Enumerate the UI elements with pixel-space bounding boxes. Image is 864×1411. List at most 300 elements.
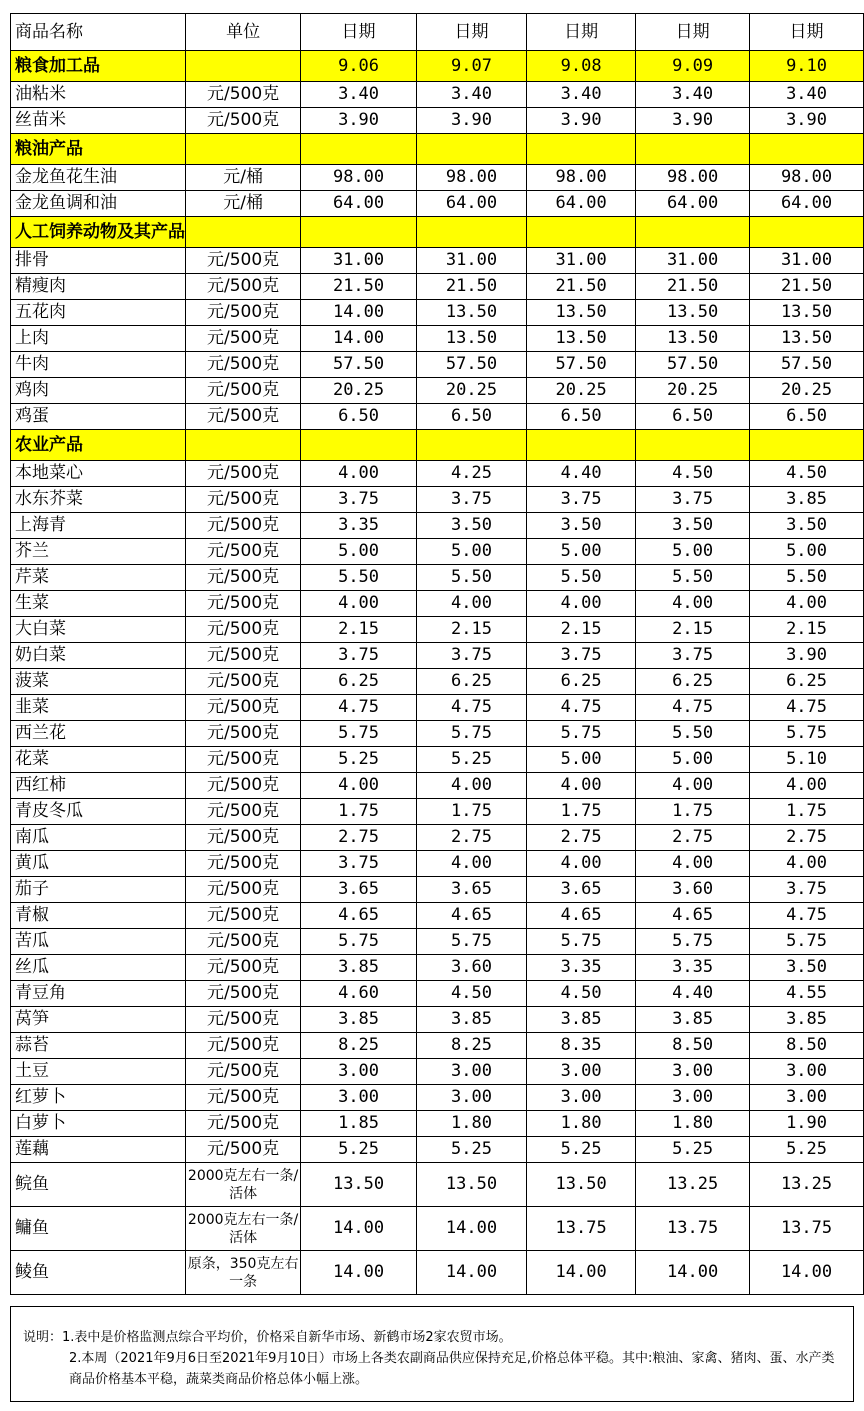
product-name: 本地菜心	[11, 461, 186, 487]
product-name: 莲藕	[11, 1137, 186, 1163]
price-cell: 3.40	[301, 82, 417, 108]
product-name: 蒜苔	[11, 1033, 186, 1059]
price-cell: 5.25	[301, 747, 417, 773]
price-cell: 3.85	[750, 487, 864, 513]
price-cell: 64.00	[416, 191, 526, 217]
unit-cell: 元/500克	[186, 1059, 301, 1085]
product-name: 金龙鱼花生油	[11, 165, 186, 191]
price-cell: 5.25	[416, 1137, 526, 1163]
price-cell	[750, 217, 864, 248]
price-cell	[416, 430, 526, 461]
table-row	[11, 191, 864, 217]
price-cell: 3.85	[301, 1007, 417, 1033]
price-cell	[636, 134, 750, 165]
price-cell: 1.80	[416, 1111, 526, 1137]
price-cell	[636, 217, 750, 248]
price-cell: 4.00	[750, 591, 864, 617]
price-cell	[750, 134, 864, 165]
product-name: 黄瓜	[11, 851, 186, 877]
table-row	[11, 643, 864, 669]
product-name: 人工饲养动物及其产品	[11, 217, 186, 248]
table-row	[11, 539, 864, 565]
price-cell: 3.90	[301, 108, 417, 134]
table-row	[11, 929, 864, 955]
price-cell: 3.65	[301, 877, 417, 903]
header-date: 日期	[527, 14, 636, 51]
price-cell: 3.50	[636, 513, 750, 539]
table-row	[11, 773, 864, 799]
unit-cell: 元/500克	[186, 643, 301, 669]
unit-cell: 原条，350克左右一条	[186, 1251, 301, 1295]
price-cell: 57.50	[416, 352, 526, 378]
price-cell: 6.25	[416, 669, 526, 695]
price-cell: 3.75	[636, 643, 750, 669]
unit-cell: 元/500克	[186, 1085, 301, 1111]
product-name: 西红柿	[11, 773, 186, 799]
price-cell: 3.50	[416, 513, 526, 539]
product-name: 金龙鱼调和油	[11, 191, 186, 217]
price-cell: 64.00	[301, 191, 417, 217]
price-cell: 14.00	[301, 326, 417, 352]
price-cell: 5.50	[301, 565, 417, 591]
unit-cell	[186, 217, 301, 248]
price-cell: 3.40	[750, 82, 864, 108]
price-cell: 20.25	[416, 378, 526, 404]
price-cell: 5.00	[636, 539, 750, 565]
price-cell: 1.75	[750, 799, 864, 825]
table-row	[11, 851, 864, 877]
price-cell: 31.00	[301, 248, 417, 274]
price-cell: 4.50	[750, 461, 864, 487]
product-name: 青椒	[11, 903, 186, 929]
price-cell: 3.75	[750, 877, 864, 903]
table-row	[11, 903, 864, 929]
table-row	[11, 617, 864, 643]
price-cell	[527, 134, 636, 165]
unit-cell: 元/桶	[186, 165, 301, 191]
table-row	[11, 461, 864, 487]
price-cell: 6.25	[301, 669, 417, 695]
unit-cell: 元/500克	[186, 1111, 301, 1137]
price-cell: 21.50	[527, 274, 636, 300]
price-cell: 8.25	[301, 1033, 417, 1059]
product-name: 鸡肉	[11, 378, 186, 404]
price-cell: 5.75	[750, 929, 864, 955]
price-cell: 3.00	[416, 1059, 526, 1085]
price-cell: 5.25	[636, 1137, 750, 1163]
unit-cell: 2000克左右一条/活体	[186, 1163, 301, 1207]
price-cell: 3.90	[416, 108, 526, 134]
price-cell: 4.40	[527, 461, 636, 487]
price-cell: 4.75	[416, 695, 526, 721]
price-cell	[301, 134, 417, 165]
price-cell: 4.00	[416, 591, 526, 617]
product-name: 白萝卜	[11, 1111, 186, 1137]
table-row	[11, 1111, 864, 1137]
price-cell: 8.35	[527, 1033, 636, 1059]
price-cell: 13.50	[416, 326, 526, 352]
unit-cell: 元/500克	[186, 825, 301, 851]
unit-cell: 元/500克	[186, 669, 301, 695]
product-name: 青豆角	[11, 981, 186, 1007]
price-cell: 13.50	[301, 1163, 417, 1207]
price-cell: 3.35	[301, 513, 417, 539]
price-cell: 6.25	[750, 669, 864, 695]
unit-cell: 元/500克	[186, 903, 301, 929]
price-cell: 4.55	[750, 981, 864, 1007]
table-row	[11, 747, 864, 773]
price-cell: 13.75	[750, 1207, 864, 1251]
unit-cell: 元/500克	[186, 981, 301, 1007]
price-cell: 4.00	[527, 851, 636, 877]
unit-cell: 元/500克	[186, 300, 301, 326]
price-cell: 13.50	[750, 326, 864, 352]
product-name: 韭菜	[11, 695, 186, 721]
price-cell: 4.00	[527, 773, 636, 799]
header-unit: 单位	[186, 14, 301, 51]
price-cell: 3.50	[750, 955, 864, 981]
price-cell: 5.00	[527, 747, 636, 773]
price-cell: 98.00	[527, 165, 636, 191]
unit-cell: 元/500克	[186, 274, 301, 300]
unit-cell: 元/500克	[186, 108, 301, 134]
table-row	[11, 300, 864, 326]
category-row	[11, 430, 864, 461]
price-cell: 13.50	[527, 1163, 636, 1207]
price-cell: 3.60	[636, 877, 750, 903]
unit-cell: 元/500克	[186, 955, 301, 981]
table-row	[11, 1163, 864, 1207]
unit-cell: 元/桶	[186, 191, 301, 217]
table-row	[11, 825, 864, 851]
price-cell	[301, 217, 417, 248]
price-cell: 1.80	[636, 1111, 750, 1137]
unit-cell: 元/500克	[186, 591, 301, 617]
unit-cell: 元/500克	[186, 487, 301, 513]
table-row	[11, 1207, 864, 1251]
price-cell: 4.65	[636, 903, 750, 929]
price-cell: 2.15	[301, 617, 417, 643]
header-name: 商品名称	[11, 14, 186, 51]
table-row	[11, 695, 864, 721]
price-cell: 31.00	[527, 248, 636, 274]
price-cell: 3.50	[527, 513, 636, 539]
price-cell: 2.75	[301, 825, 417, 851]
header-date: 日期	[750, 14, 864, 51]
price-cell: 3.75	[416, 487, 526, 513]
header-date: 日期	[636, 14, 750, 51]
price-cell: 57.50	[636, 352, 750, 378]
product-name: 鲮鱼	[11, 1251, 186, 1295]
unit-cell: 元/500克	[186, 565, 301, 591]
price-cell: 9.06	[301, 51, 417, 82]
product-name: 排骨	[11, 248, 186, 274]
price-cell: 14.00	[301, 300, 417, 326]
price-cell: 64.00	[527, 191, 636, 217]
price-cell: 2.75	[527, 825, 636, 851]
price-cell: 3.00	[527, 1085, 636, 1111]
product-name: 苦瓜	[11, 929, 186, 955]
price-cell: 5.75	[527, 721, 636, 747]
table-row	[11, 1137, 864, 1163]
unit-cell	[186, 134, 301, 165]
product-name: 上海青	[11, 513, 186, 539]
product-name: 鸡蛋	[11, 404, 186, 430]
table-row	[11, 669, 864, 695]
price-cell: 64.00	[750, 191, 864, 217]
price-cell: 3.90	[527, 108, 636, 134]
category-row	[11, 134, 864, 165]
price-cell: 6.50	[527, 404, 636, 430]
price-cell: 3.00	[527, 1059, 636, 1085]
price-cell: 9.08	[527, 51, 636, 82]
product-name: 芥兰	[11, 539, 186, 565]
price-cell: 3.00	[301, 1059, 417, 1085]
unit-cell: 元/500克	[186, 1033, 301, 1059]
table-row	[11, 591, 864, 617]
price-cell: 3.00	[636, 1085, 750, 1111]
price-cell: 4.00	[636, 773, 750, 799]
price-cell: 13.25	[750, 1163, 864, 1207]
price-cell: 5.50	[636, 565, 750, 591]
table-row	[11, 274, 864, 300]
price-cell: 5.75	[636, 929, 750, 955]
table-row	[11, 981, 864, 1007]
table-row	[11, 487, 864, 513]
unit-cell: 元/500克	[186, 82, 301, 108]
price-cell: 3.85	[527, 1007, 636, 1033]
unit-cell: 元/500克	[186, 326, 301, 352]
price-cell: 3.85	[301, 955, 417, 981]
price-cell: 8.25	[416, 1033, 526, 1059]
price-cell: 5.00	[301, 539, 417, 565]
price-cell: 14.00	[527, 1251, 636, 1295]
unit-cell: 元/500克	[186, 461, 301, 487]
price-cell: 3.75	[527, 487, 636, 513]
price-cell: 4.65	[527, 903, 636, 929]
price-cell: 3.75	[636, 487, 750, 513]
price-cell: 8.50	[636, 1033, 750, 1059]
price-cell: 5.00	[527, 539, 636, 565]
price-cell: 4.60	[301, 981, 417, 1007]
price-cell: 13.75	[527, 1207, 636, 1251]
unit-cell: 2000克左右一条/活体	[186, 1207, 301, 1251]
product-name: 西兰花	[11, 721, 186, 747]
price-cell: 13.50	[416, 300, 526, 326]
price-cell	[750, 430, 864, 461]
price-cell: 13.50	[636, 300, 750, 326]
price-cell: 4.00	[416, 851, 526, 877]
price-cell: 21.50	[750, 274, 864, 300]
price-cell	[527, 430, 636, 461]
table-row	[11, 378, 864, 404]
price-cell: 2.75	[636, 825, 750, 851]
price-cell: 6.50	[750, 404, 864, 430]
price-cell: 4.40	[636, 981, 750, 1007]
price-cell: 31.00	[750, 248, 864, 274]
table-row	[11, 1033, 864, 1059]
price-cell: 20.25	[750, 378, 864, 404]
product-name: 奶白菜	[11, 643, 186, 669]
price-cell: 3.85	[750, 1007, 864, 1033]
price-cell: 6.50	[301, 404, 417, 430]
price-cell: 4.00	[750, 851, 864, 877]
table-row	[11, 165, 864, 191]
price-cell: 5.75	[750, 721, 864, 747]
unit-cell: 元/500克	[186, 773, 301, 799]
table-row	[11, 877, 864, 903]
table-row	[11, 565, 864, 591]
price-cell: 4.75	[750, 903, 864, 929]
product-name: 青皮冬瓜	[11, 799, 186, 825]
product-name: 牛肉	[11, 352, 186, 378]
price-cell: 1.90	[750, 1111, 864, 1137]
price-cell: 14.00	[750, 1251, 864, 1295]
price-cell: 6.25	[636, 669, 750, 695]
price-cell: 5.50	[750, 565, 864, 591]
price-cell: 14.00	[636, 1251, 750, 1295]
price-cell: 5.50	[527, 565, 636, 591]
price-cell: 13.50	[416, 1163, 526, 1207]
unit-cell: 元/500克	[186, 617, 301, 643]
unit-cell: 元/500克	[186, 747, 301, 773]
price-cell: 2.15	[636, 617, 750, 643]
table-row	[11, 1085, 864, 1111]
price-cell: 5.25	[301, 1137, 417, 1163]
category-row	[11, 51, 864, 82]
price-cell: 8.50	[750, 1033, 864, 1059]
price-cell: 6.50	[636, 404, 750, 430]
header-date: 日期	[416, 14, 526, 51]
product-name: 南瓜	[11, 825, 186, 851]
price-cell: 3.90	[750, 643, 864, 669]
price-cell: 5.00	[750, 539, 864, 565]
unit-cell: 元/500克	[186, 799, 301, 825]
price-cell: 4.75	[750, 695, 864, 721]
table-body	[11, 14, 864, 1295]
product-name: 红萝卜	[11, 1085, 186, 1111]
product-name: 农业产品	[11, 430, 186, 461]
price-cell: 5.50	[636, 721, 750, 747]
price-cell: 3.85	[416, 1007, 526, 1033]
product-name: 鳙鱼	[11, 1207, 186, 1251]
price-cell: 4.65	[301, 903, 417, 929]
price-cell: 98.00	[750, 165, 864, 191]
price-cell: 4.00	[301, 773, 417, 799]
price-cell: 4.50	[416, 981, 526, 1007]
price-cell: 31.00	[416, 248, 526, 274]
unit-cell	[186, 430, 301, 461]
price-cell: 4.00	[416, 773, 526, 799]
price-cell: 1.85	[301, 1111, 417, 1137]
price-cell: 3.00	[750, 1059, 864, 1085]
price-cell: 6.25	[527, 669, 636, 695]
price-cell: 3.75	[301, 851, 417, 877]
unit-cell	[186, 51, 301, 82]
product-name: 大白菜	[11, 617, 186, 643]
table-row	[11, 1251, 864, 1295]
price-cell: 9.09	[636, 51, 750, 82]
product-name: 鲩鱼	[11, 1163, 186, 1207]
price-cell: 1.75	[636, 799, 750, 825]
product-name: 莴笋	[11, 1007, 186, 1033]
price-cell: 3.90	[636, 108, 750, 134]
price-cell: 13.75	[636, 1207, 750, 1251]
table-row	[11, 352, 864, 378]
price-cell: 3.00	[301, 1085, 417, 1111]
price-cell: 4.00	[636, 591, 750, 617]
price-cell: 5.50	[416, 565, 526, 591]
price-cell: 13.50	[750, 300, 864, 326]
price-cell: 3.35	[527, 955, 636, 981]
table-row	[11, 326, 864, 352]
table-row	[11, 799, 864, 825]
product-name: 芹菜	[11, 565, 186, 591]
price-cell: 5.25	[750, 1137, 864, 1163]
price-cell: 1.75	[527, 799, 636, 825]
table-row	[11, 1059, 864, 1085]
price-cell: 3.60	[416, 955, 526, 981]
price-cell: 1.80	[527, 1111, 636, 1137]
unit-cell: 元/500克	[186, 539, 301, 565]
product-name: 粮油产品	[11, 134, 186, 165]
header-date: 日期	[301, 14, 417, 51]
price-cell: 4.00	[301, 461, 417, 487]
price-cell: 98.00	[416, 165, 526, 191]
table-row	[11, 955, 864, 981]
product-name: 花菜	[11, 747, 186, 773]
price-cell: 5.00	[636, 747, 750, 773]
price-cell: 3.40	[636, 82, 750, 108]
unit-cell: 元/500克	[186, 851, 301, 877]
price-cell: 4.00	[301, 591, 417, 617]
product-name: 粮食加工品	[11, 51, 186, 82]
product-name: 油粘米	[11, 82, 186, 108]
price-cell: 3.75	[527, 643, 636, 669]
price-cell: 3.00	[750, 1085, 864, 1111]
price-cell: 4.75	[527, 695, 636, 721]
product-name: 丝苗米	[11, 108, 186, 134]
price-cell: 5.25	[416, 747, 526, 773]
price-cell: 9.07	[416, 51, 526, 82]
price-cell: 31.00	[636, 248, 750, 274]
table-row	[11, 721, 864, 747]
price-cell: 3.40	[416, 82, 526, 108]
price-cell: 4.50	[636, 461, 750, 487]
price-cell: 2.75	[750, 825, 864, 851]
price-cell	[527, 217, 636, 248]
price-cell: 98.00	[636, 165, 750, 191]
price-cell: 13.50	[527, 326, 636, 352]
product-name: 丝瓜	[11, 955, 186, 981]
price-cell: 5.75	[527, 929, 636, 955]
price-cell: 2.15	[750, 617, 864, 643]
unit-cell: 元/500克	[186, 721, 301, 747]
unit-cell: 元/500克	[186, 513, 301, 539]
price-cell: 5.75	[416, 929, 526, 955]
price-cell: 20.25	[636, 378, 750, 404]
price-cell: 57.50	[750, 352, 864, 378]
price-cell: 4.00	[527, 591, 636, 617]
price-cell: 21.50	[416, 274, 526, 300]
notes-box	[10, 1306, 854, 1402]
unit-cell: 元/500克	[186, 1137, 301, 1163]
price-cell: 3.40	[527, 82, 636, 108]
table-row	[11, 1007, 864, 1033]
price-cell: 4.00	[636, 851, 750, 877]
price-cell: 13.50	[636, 326, 750, 352]
price-cell: 3.50	[750, 513, 864, 539]
